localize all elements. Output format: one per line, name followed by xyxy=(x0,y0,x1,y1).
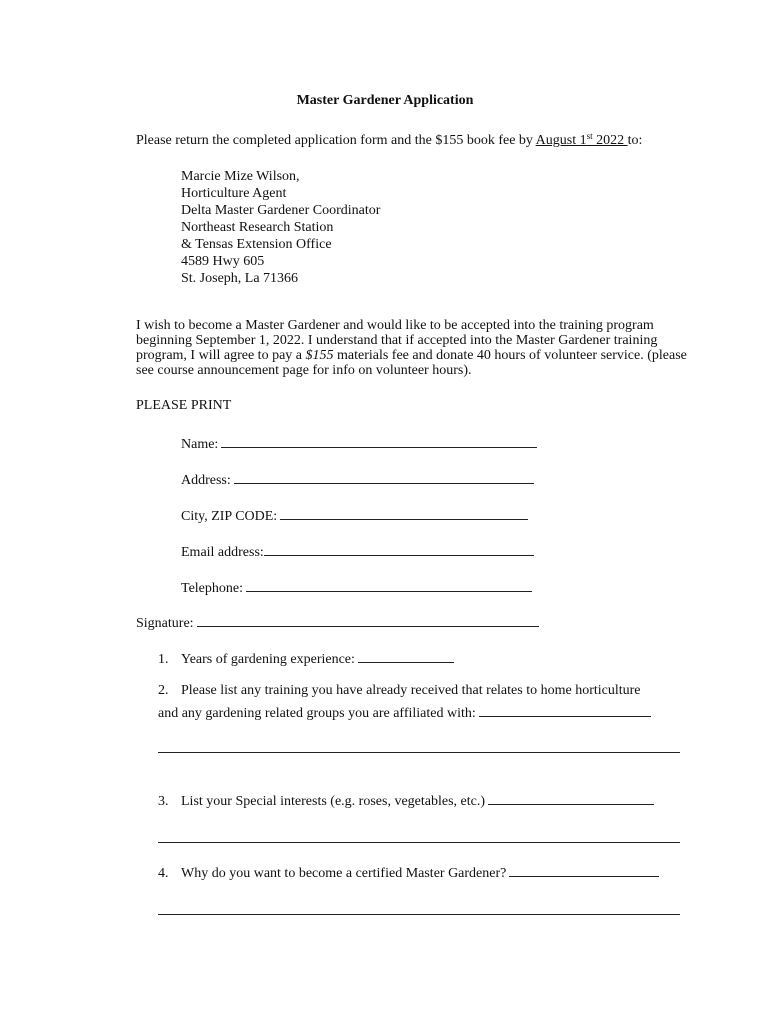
question-1 xyxy=(158,648,454,668)
intro-text xyxy=(136,133,642,149)
signature-label: Signature: xyxy=(136,616,194,631)
due-date-sup: st xyxy=(586,131,593,141)
address-line: & Tensas Extension Office xyxy=(181,237,332,252)
telephone-label: Telephone: xyxy=(181,581,243,596)
question-2-text-line1: Please list any training you have already received that relates to home horticulture xyxy=(181,683,641,698)
training-field[interactable] xyxy=(479,702,651,717)
question-number: 1. xyxy=(158,652,169,667)
question-2-cont xyxy=(158,702,651,722)
motivation-extra-line[interactable] xyxy=(158,914,680,915)
agreement-paragraph xyxy=(136,318,696,378)
special-interests-extra-line[interactable] xyxy=(158,842,680,843)
question-number: 2. xyxy=(158,683,169,698)
question-1-text: Years of gardening experience: xyxy=(181,652,355,667)
agreement-fee: $155 xyxy=(305,348,334,363)
intro-before: Please return the completed application form and the $155 book fee by xyxy=(136,133,536,148)
question-3 xyxy=(158,790,654,810)
address-line: St. Joseph, La 71366 xyxy=(181,271,299,286)
telephone-field[interactable] xyxy=(246,577,532,592)
address-line: Horticulture Agent xyxy=(181,186,287,201)
due-date xyxy=(536,133,628,148)
page-title: Master Gardener Application xyxy=(296,93,474,108)
question-4-text: Why do you want to become a certified Master Gardener? xyxy=(181,866,507,881)
question-2 xyxy=(158,683,641,699)
email-field[interactable] xyxy=(264,541,534,556)
motivation-field[interactable] xyxy=(509,862,659,877)
special-interests-field[interactable] xyxy=(488,790,654,805)
mailing-address xyxy=(181,168,380,287)
city-zip-label: City, ZIP CODE: xyxy=(181,509,278,524)
question-4 xyxy=(158,862,659,882)
intro-after: to: xyxy=(627,133,643,148)
training-field-extra-line[interactable] xyxy=(158,752,680,753)
question-number: 4. xyxy=(158,866,169,881)
address-row xyxy=(181,469,534,489)
address-line: Northeast Research Station xyxy=(181,220,334,235)
address-field[interactable] xyxy=(234,469,534,484)
question-number: 3. xyxy=(158,794,169,809)
due-date-prefix: August 1 xyxy=(535,133,587,148)
email-row xyxy=(181,541,534,561)
name-label: Name: xyxy=(181,437,219,452)
agreement-part2: materials fee and donate 40 hours of volunteer service. (please see course announcement page for info on volunteer hours). xyxy=(136,348,687,378)
question-2-text-line2: and any gardening related groups you are affiliated with: xyxy=(158,706,476,721)
gardening-experience-field[interactable] xyxy=(358,648,454,663)
address-label: Address: xyxy=(181,473,231,488)
agreement-part1: I wish to become a Master Gardener and would like to be accepted into the training program beginning September 1, 2022. I understand that if accepted into the Master Gardener training program, I will agree to pay a xyxy=(136,318,658,363)
address-line: Marcie Mize Wilson, xyxy=(181,169,300,184)
due-date-suffix: 2022 xyxy=(592,133,628,148)
name-field[interactable] xyxy=(221,433,537,448)
please-print-label: PLEASE PRINT xyxy=(136,398,232,413)
name-row xyxy=(181,433,537,453)
city-zip-field[interactable] xyxy=(280,505,528,520)
address-line: 4589 Hwy 605 xyxy=(181,254,265,269)
signature-field[interactable] xyxy=(197,612,539,627)
telephone-row xyxy=(181,577,532,597)
address-line: Delta Master Gardener Coordinator xyxy=(181,203,381,218)
city-zip-row xyxy=(181,505,528,525)
signature-row xyxy=(136,612,539,632)
email-label: Email address: xyxy=(181,545,264,560)
question-3-text: List your Special interests (e.g. roses, vegetables, etc.) xyxy=(181,794,486,809)
